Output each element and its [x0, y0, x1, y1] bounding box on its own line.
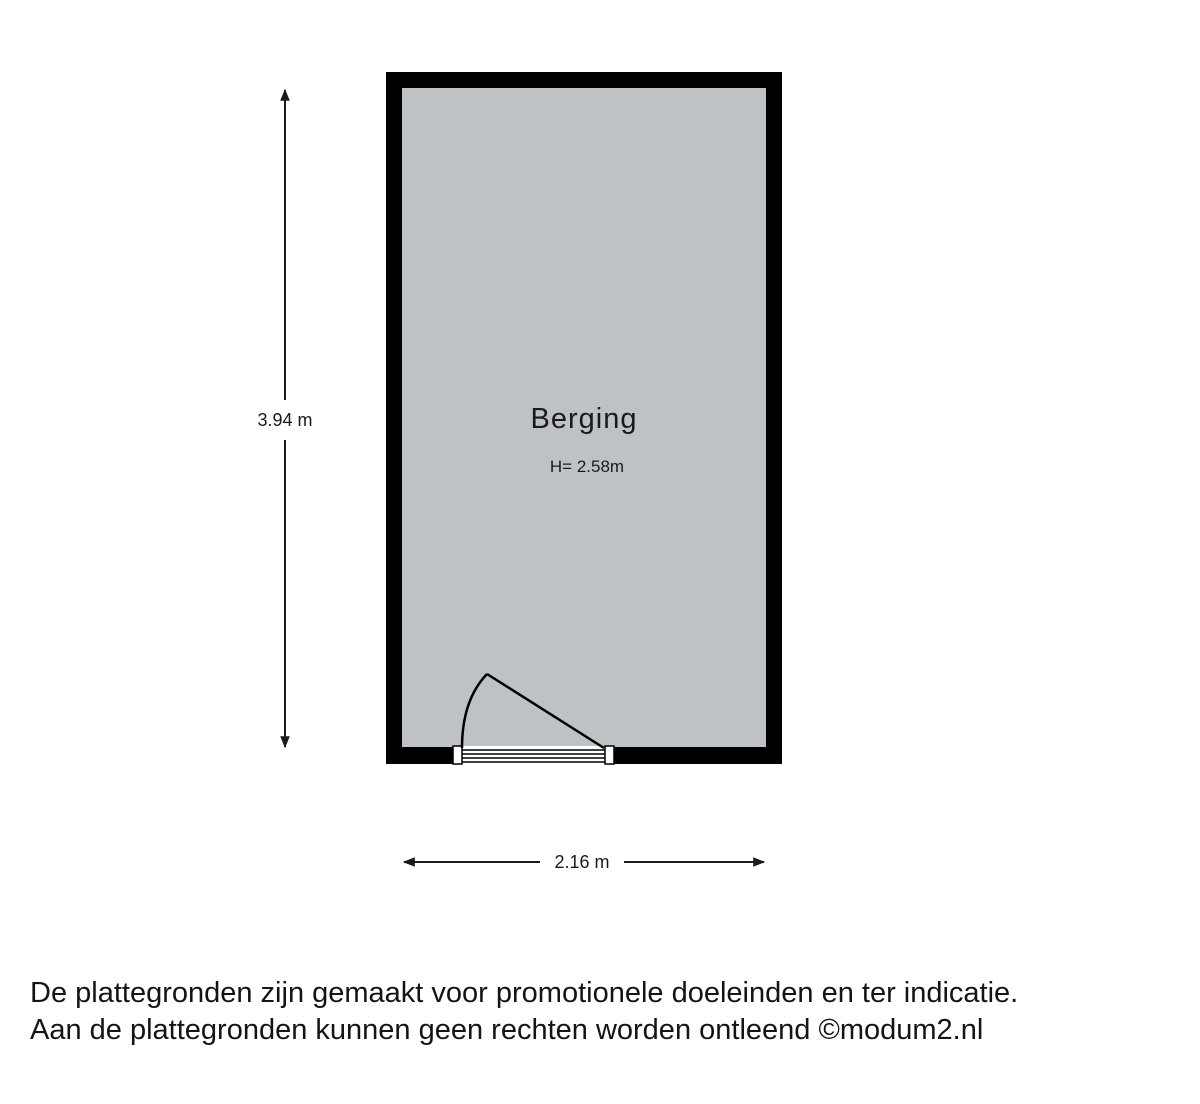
room-height-label: H= 2.58m: [549, 457, 625, 476]
disclaimer: [30, 975, 1180, 1049]
room-name: Berging: [530, 403, 638, 435]
disclaimer-line-2: Aan de plattegronden kunnen geen rechten worden ontleend ©modum2.nl: [30, 1014, 984, 1046]
disclaimer-line-1: De plattegronden zijn gemaakt voor promotionele doeleinden en ter indicatie.: [30, 977, 1019, 1009]
dimension-vertical: [257, 90, 312, 747]
dimension-horizontal: [404, 852, 764, 872]
door-jamb-left: [453, 746, 462, 764]
dimension-label-vertical: 3.94 m: [257, 410, 313, 430]
door-jamb-right: [605, 746, 614, 764]
dimension-label-horizontal: 2.16 m: [554, 852, 610, 872]
